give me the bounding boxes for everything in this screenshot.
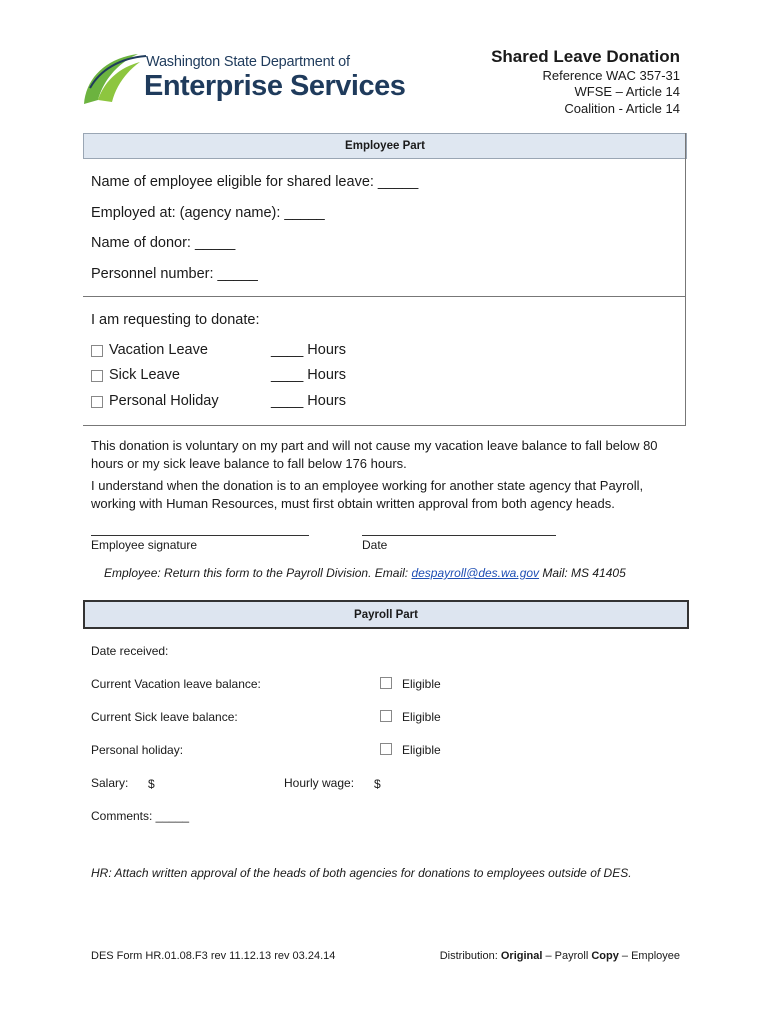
payroll-part-heading-text: Payroll Part bbox=[354, 608, 418, 621]
personal-holiday-eligible-label: Eligible bbox=[402, 743, 441, 757]
personnel-number-field[interactable]: Personnel number: _____ bbox=[91, 266, 258, 282]
return-instructions bbox=[104, 566, 626, 580]
signature-line[interactable] bbox=[91, 535, 309, 536]
distribution-prefix: Distribution: bbox=[439, 950, 501, 962]
personal-holiday-balance-field[interactable]: Personal holiday: bbox=[91, 743, 184, 757]
distribution-note bbox=[440, 950, 680, 962]
hourly-wage-field[interactable]: $ bbox=[374, 777, 381, 791]
vacation-leave-checkbox[interactable] bbox=[91, 345, 103, 357]
reference-line: Reference WAC 357-31 bbox=[542, 68, 680, 83]
sick-leave-label: Sick Leave bbox=[109, 367, 180, 383]
sick-balance-field[interactable]: Current Sick leave balance: bbox=[91, 710, 238, 724]
hr-note: HR: Attach written approval of the heads of both agencies for donations to employees outside of DES. bbox=[91, 866, 632, 880]
vacation-leave-label: Vacation Leave bbox=[109, 342, 208, 358]
date-line[interactable] bbox=[362, 535, 556, 536]
sick-hours-field[interactable]: ____ Hours bbox=[271, 367, 346, 383]
personal-holiday-checkbox[interactable] bbox=[91, 396, 103, 408]
request-label: I am requesting to donate: bbox=[91, 312, 260, 328]
personal-holiday-label: Personal Holiday bbox=[109, 393, 219, 409]
sick-leave-checkbox[interactable] bbox=[91, 370, 103, 382]
approval-paragraph: I understand when the donation is to an employee working for another state agency that Payroll, working with Human Resources, must first obtain written approval from both agency heads. bbox=[91, 478, 644, 511]
donor-name-field[interactable]: Name of donor: _____ bbox=[91, 235, 236, 251]
signature-label: Employee signature bbox=[91, 538, 198, 552]
date-label: Date bbox=[362, 538, 388, 552]
payroll-part-heading bbox=[83, 600, 689, 629]
right-border bbox=[685, 133, 686, 425]
agency-name-field[interactable]: Employed at: (agency name): _____ bbox=[91, 205, 325, 221]
distribution-end: – Employee bbox=[618, 950, 680, 962]
hourly-wage-label: Hourly wage: bbox=[284, 776, 355, 790]
logo-name-text: Enterprise Services bbox=[144, 70, 406, 102]
distribution-mid: – Payroll bbox=[542, 950, 592, 962]
employee-part-heading-text: Employee Part bbox=[345, 140, 425, 152]
voluntary-donation-paragraph: This donation is voluntary on my part and will not cause my vacation leave balance to fall below 80 hours or my sick leave balance to fall below 176 hours. bbox=[91, 438, 658, 471]
salary-field[interactable]: $ bbox=[148, 777, 155, 791]
section-divider bbox=[83, 425, 686, 426]
eligible-employee-field[interactable]: Name of employee eligible for shared leave: _____ bbox=[91, 174, 419, 190]
form-id: DES Form HR.01.08.F3 rev 11.12.13 rev 03.24.14 bbox=[91, 950, 336, 962]
return-note-suffix: Mail: MS 41405 bbox=[539, 566, 626, 580]
logo-org-text: Washington State Department of bbox=[146, 54, 350, 70]
vacation-eligible-label: Eligible bbox=[402, 677, 441, 691]
comments-field[interactable]: Comments: _____ bbox=[91, 809, 190, 823]
des-logo-swoosh bbox=[80, 48, 150, 108]
personal-holiday-eligible-checkbox[interactable] bbox=[380, 743, 392, 755]
salary-label: Salary: bbox=[91, 776, 129, 790]
wfse-line: WFSE – Article 14 bbox=[574, 84, 680, 99]
section-divider bbox=[83, 296, 686, 297]
date-received-field[interactable]: Date received: bbox=[91, 644, 169, 658]
sick-eligible-checkbox[interactable] bbox=[380, 710, 392, 722]
coalition-line: Coalition - Article 14 bbox=[564, 101, 680, 116]
distribution-original: Original bbox=[500, 950, 543, 962]
vacation-hours-field[interactable]: ____ Hours bbox=[271, 342, 346, 358]
sick-eligible-label: Eligible bbox=[402, 710, 441, 724]
form-title: Shared Leave Donation bbox=[491, 47, 680, 66]
distribution-copy: Copy bbox=[591, 950, 619, 962]
personal-holiday-hours-field[interactable]: ____ Hours bbox=[271, 393, 346, 409]
vacation-balance-field[interactable]: Current Vacation leave balance: bbox=[91, 677, 261, 691]
payroll-email-link[interactable]: despayroll@des.wa.gov bbox=[411, 566, 540, 580]
vacation-eligible-checkbox[interactable] bbox=[380, 677, 392, 689]
employee-part-heading bbox=[83, 133, 687, 159]
return-note-prefix: Employee: Return this form to the Payroll Division. Email: bbox=[104, 566, 412, 580]
